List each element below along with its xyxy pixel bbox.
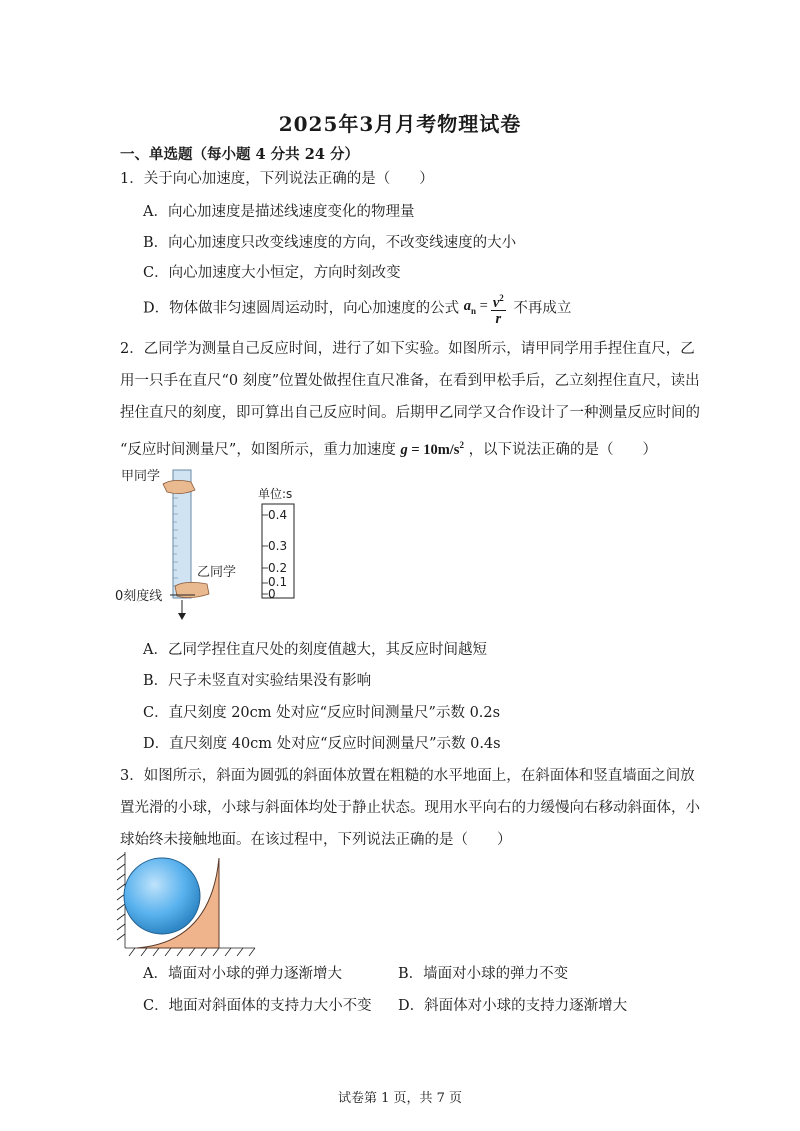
reaction-scale (250, 484, 320, 604)
ball (124, 858, 200, 934)
q3-option-b: B．墙面对小球的弹力不变 (398, 966, 569, 982)
q2-line-1: 2．乙同学为测量自己反应时间，进行了如下实验。如图所示，请甲同学用手捏住直尺，乙 (120, 341, 695, 357)
page-title: 2025年3月月考物理试卷 (278, 112, 522, 136)
section-heading: 一、单选题（每小题 4 分共 24 分） (120, 146, 359, 163)
q2-line-4 (120, 436, 657, 459)
q2-option-d: D．直尺刻度 40cm 处对应“反应时间测量尺”示数 0.4s (143, 736, 501, 752)
q1-option-d (143, 288, 571, 329)
label-zero: 0刻度线 (115, 589, 163, 604)
gravity-symbol: g (400, 441, 408, 458)
q2-line-3: 捏住直尺的刻度，即可算出自己反应时间。后期甲乙同学又合作设计了一种测量反应时间的 (120, 405, 700, 421)
q1-option-b: B．向心加速度只改变线速度的方向，不改变线速度的大小 (143, 235, 517, 251)
scale-label-0-2: 0.2 (268, 561, 288, 575)
q3-line-3: 球始终未接触地面。在该过程中，下列说法正确的是（ ） (120, 832, 512, 848)
q2-line-4-tail: ，以下说法正确的是（ ） (468, 441, 658, 458)
gravity-sup: 2 (459, 440, 464, 450)
gravity-formula (400, 442, 464, 458)
centripetal-formula: $a_n$ = (463, 298, 488, 316)
formula-fraction (491, 290, 506, 328)
q1-option-c: C．向心加速度大小恒定，方向时刻改变 (143, 265, 401, 281)
formula-num: v (492, 294, 500, 311)
q2-option-c: C．直尺刻度 20cm 处对应“反应时间测量尺”示数 0.2s (143, 705, 501, 721)
formula-den: r (495, 311, 502, 328)
q2-line-4-text: “反应时间测量尺”，如图所示，重力加速度 (120, 441, 396, 458)
label-yi: 乙同学 (197, 565, 237, 580)
gravity-value: = 10m/s (411, 441, 460, 458)
q3-line-2: 置光滑的小球，小球与斜面体均处于静止状态。现用水平向右的力缓慢向右移动斜面体，小 (120, 800, 700, 816)
q3-option-d: D．斜面体对小球的支持力逐渐增大 (398, 998, 628, 1014)
scale-label-0: 0 (268, 587, 276, 601)
formula-sup: 2 (499, 292, 504, 303)
scale-label-0-4: 0.4 (268, 508, 288, 522)
q2-line-2: 用一只手在直尺“0 刻度”位置处做捏住直尺准备，在看到甲松手后，乙立刻捏住直尺，读出 (120, 373, 700, 389)
page-footer: 试卷第 1 页，共 7 页 (337, 1091, 463, 1106)
q1-option-d-tail: 不再成立 (513, 300, 572, 317)
q2-option-a: A．乙同学捏住直尺处的刻度值越大，其反应时间越短 (143, 642, 487, 658)
hand-top-icon (163, 480, 195, 493)
q3-option-a: A．墙面对小球的弹力逐渐增大 (143, 966, 342, 982)
q3-option-c: C．地面对斜面体的支持力大小不变 (143, 998, 372, 1014)
q1-stem: 1．关于向心加速度，下列说法正确的是（ ） (120, 171, 434, 187)
q1-option-a: A．向心加速度是描述线速度变化的物理量 (143, 204, 415, 220)
arrow-head-icon (178, 613, 186, 620)
scale-unit: 单位:s (258, 487, 293, 501)
q2-option-b: B．尺子未竖直对实验结果没有影响 (143, 673, 372, 689)
scale-label-0-3: 0.3 (268, 539, 288, 553)
formula-sub: n (470, 305, 476, 316)
q1-option-d-text: D．物体做非匀速圆周运动时，向心加速度的公式 (143, 300, 460, 317)
ground-hatch (125, 948, 255, 956)
scale-label-0-1: 0.1 (268, 575, 288, 589)
q3-figure (115, 850, 265, 960)
q3-line-1: 3．如图所示，斜面为圆弧的斜面体放置在粗糙的水平地面上，在斜面体和竖直墙面之间放 (120, 768, 695, 784)
formula-lhs: a (463, 298, 471, 314)
label-jia: 甲同学 (121, 469, 161, 484)
